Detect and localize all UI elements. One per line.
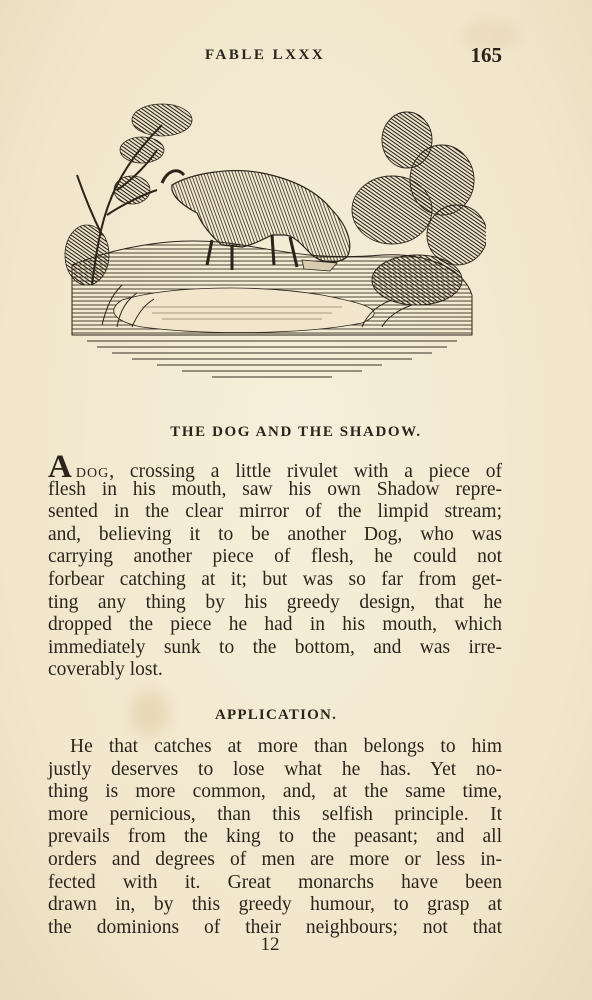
fable-title: THE DOG AND THE SHADOW. — [170, 424, 422, 440]
text-line: justly deserves to lose what he has. Yet no- — [48, 758, 502, 780]
text-line: carrying another piece of flesh, he could not — [48, 546, 502, 568]
text-line: dropped the piece he had in his mouth, which — [48, 614, 502, 636]
woodcut-illustration — [62, 95, 486, 385]
page-number: 165 — [470, 43, 502, 67]
text-line: more pernicious, than this selfish principle. It — [48, 803, 502, 825]
text-line-content: , crossing a little rivulet with a piece of — [109, 461, 502, 482]
water-lines — [82, 335, 462, 377]
drop-cap: A — [48, 449, 72, 485]
fable-text — [48, 449, 502, 682]
text-line: He that catches at more than belongs to him — [70, 736, 502, 757]
text-line: ting any thing by his greedy design, that he — [48, 591, 502, 613]
text-line: coverably lost. — [48, 659, 163, 681]
text-line: forbear catching at it; but was so far from get- — [48, 568, 502, 590]
right-bush — [352, 112, 486, 305]
application-text — [48, 736, 502, 939]
running-head: FABLE LXXX — [205, 47, 326, 63]
text-line — [48, 449, 502, 485]
text-line: flesh in his mouth, saw his own Shadow repre- — [48, 478, 502, 500]
text-line: orders and degrees of men are more or less in- — [48, 848, 502, 870]
text-line: and, believing it to be another Dog, who was — [48, 523, 502, 545]
text-line: fected with it. Great monarchs have been — [48, 871, 502, 893]
application-heading: APPLICATION. — [214, 707, 338, 723]
text-line: immediately sunk to the bottom, and was irre- — [48, 636, 502, 658]
text-line: the dominions of their neighbours; not that — [48, 916, 502, 938]
text-line: sented in the clear mirror of the limpid stream; — [48, 501, 502, 523]
text-line: drawn in, by this greedy humour, to grasp at — [48, 894, 502, 916]
text-line: thing is more common, and, at the same time, — [48, 781, 502, 803]
first-word: DOG — [75, 466, 110, 481]
page-header — [0, 43, 592, 73]
text-line: prevails from the king to the peasant; and all — [48, 826, 502, 848]
signature-mark: 12 — [260, 934, 280, 955]
